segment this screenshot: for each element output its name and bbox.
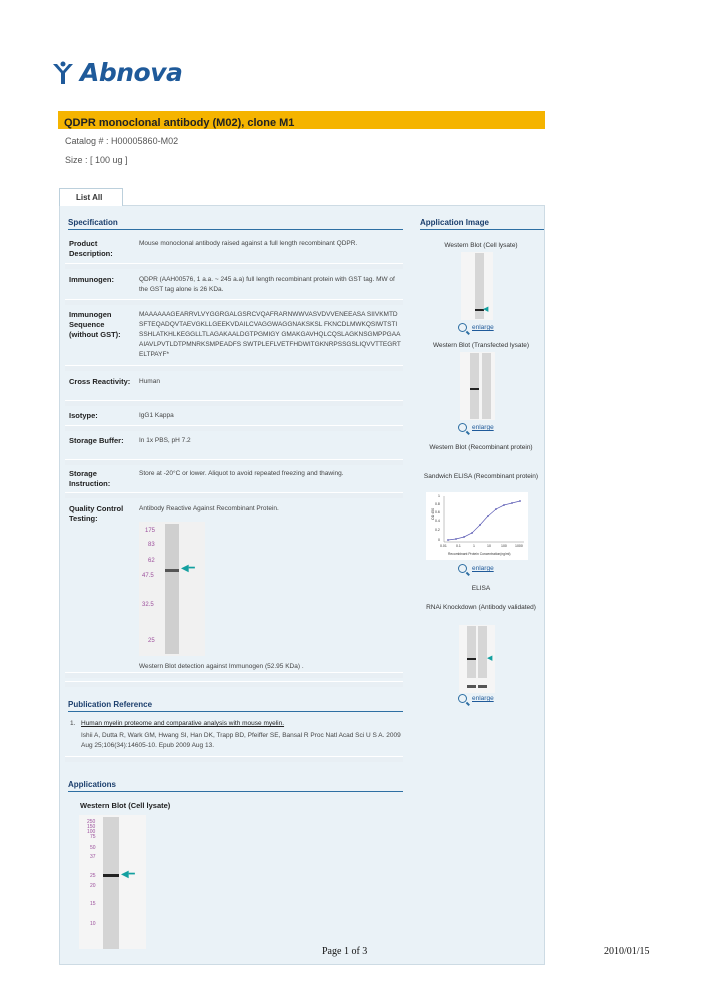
spec-value: In 1x PBS, pH 7.2 [139,437,191,444]
enlarge-link[interactable] [458,564,494,573]
blot-band [103,874,119,877]
print-date: 2010/01/15 [604,946,650,957]
page-title: QDPR monoclonal antibody (M02), clone M1 [64,117,295,129]
magnifier-icon [458,564,467,573]
divider [65,365,403,371]
marker-label: 75 [90,834,96,840]
band-arrow-icon: ◀ [487,655,493,662]
spec-label: Quality Control Testing: [69,504,124,523]
blot-lane [470,353,479,419]
band-arrow-icon: ◀ [483,306,489,313]
qc-blot-caption: Western Blot detection against Immunogen (52.95 KDa) . [139,663,304,670]
blot-lane [478,626,487,678]
marker-label: 83 [148,542,155,548]
elisa-xlabel: Recombinant Protein Concentration(ng/ml) [448,552,511,556]
blot-band [467,658,476,660]
app-image-caption: Western Blot (Transfected lysate) [432,342,530,349]
title-bar [58,111,545,129]
blot-lane [103,817,119,949]
spec-row-sequence [65,310,403,365]
elisa-curve [426,492,528,560]
publication-number: 1. [70,720,76,727]
magnifier-icon [458,423,467,432]
enlarge-label: enlarge [472,565,494,572]
app-image-caption: Western Blot (Recombinant protein) [429,444,533,451]
marker-label: 50 [90,845,96,851]
enlarge-link[interactable] [458,423,494,432]
spec-value: QDPR (AAH00576, 1 a.a. ~ 245 a.a) full length recombinant protein with GST tag. MW of the GST tag alone is 26 KDa. [139,276,395,293]
elisa-xtick: 0.1 [456,544,461,548]
page-number: Page 1 of 3 [322,946,368,957]
blot-band [165,569,179,572]
marker-label: 150 [87,824,96,830]
elisa-ytick: 0.2 [435,528,440,532]
blot-band [478,685,487,688]
qc-western-blot-image [139,522,205,656]
divider [65,756,403,762]
spec-label: Storage Buffer: [69,436,124,445]
marker-label: 32.5 [142,602,154,608]
elisa-ytick: 0.8 [435,502,440,506]
enlarge-label: enlarge [472,695,494,702]
magnifier-icon [458,323,467,332]
marker-label: 175 [145,528,156,534]
spec-row-immunogen [65,275,403,300]
applications-heading: Applications [68,780,403,792]
spec-value: Human [139,378,160,385]
elisa-xtick: 0.01 [440,544,447,548]
tab-list-all[interactable]: List All [59,188,123,206]
publication-heading: Publication Reference [68,700,403,712]
divider [65,400,403,406]
spec-label: Cross Reactivity: [69,377,131,386]
app-image-caption: Sandwich ELISA (Recombinant protein) [423,473,539,480]
size-info: Size : [ 100 ug ] [65,155,128,165]
specification-heading: Specification [68,218,403,230]
spec-label: Isotype: [69,411,98,420]
spec-value: IgG1 Kappa [139,412,174,419]
app-image-transfected-lysate[interactable] [460,352,495,420]
catalog-number: Catalog # : H00005860-M02 [65,136,179,146]
marker-label: 62 [148,558,155,564]
elisa-ytick: 1 [438,494,440,498]
app-image-caption: Western Blot (Cell lysate) [444,242,518,249]
spec-label: Immunogen: [69,275,114,284]
marker-label: 10 [90,921,96,927]
spec-value: Mouse monoclonal antibody raised against a full length recombinant QDPR. [139,240,358,247]
elisa-ytick: 0 [438,538,440,542]
spec-row-cross-reactivity [65,377,403,399]
enlarge-label: enlarge [472,324,494,331]
marker-label: 15 [90,901,96,907]
marker-label: 20 [90,883,96,889]
divider [65,425,403,431]
application-subheading: Western Blot (Cell lysate) [80,801,171,810]
spec-value: MAAAAAAGEARRVLVYGGRGALGSRCVQAFRARNWWVASVDVVENEEASA SIIVKMTDSFTEQADQVTAEVGKLLGEEKVDAILCVAGGWAGGNAKSKSL FKNCDLMWKQSIWTSTISSHLATKHLKEGGLLTLAGAKAALDGTPGMIGY GMAKGAVHQLCQSLAGKNSGMPPGAAAIAVLPVTLDTPMNRKSMPEADFS SWTPLEFLVETFHDWITGKNRPSSGSLIQVVTTEGRTELTPAYF* [139,311,401,358]
spec-label: Immunogen Sequence (without GST): [69,310,121,339]
divider [65,299,403,305]
elisa-chart-image[interactable] [426,492,528,560]
blot-band [470,388,479,390]
app-image-cell-lysate[interactable] [461,252,493,320]
spec-row-description [65,239,403,264]
divider [65,681,403,687]
elisa-ytick: 0.4 [435,519,440,523]
publication-title-link[interactable]: Human myelin proteome and comparative analysis with mouse myelin. [81,720,285,727]
elisa-xtick: 1 [473,544,475,548]
enlarge-link[interactable] [458,323,494,332]
marker-label: 250 [87,819,96,825]
elisa-ytick: 0.6 [435,510,440,514]
abnova-logo[interactable] [50,58,182,87]
spec-row-storage-instruction [65,469,403,491]
spec-row-isotype [65,411,403,425]
cell-lysate-blot-image [79,815,146,949]
marker-label: 25 [90,873,96,879]
blot-lane [165,524,179,654]
magnifier-icon [458,694,467,703]
divider [65,672,403,678]
application-image-heading: Application Image [420,218,544,230]
band-arrow-icon: ◀━ [181,563,195,574]
enlarge-link[interactable] [458,694,494,703]
divider [65,459,403,465]
spec-value: Store at -20°C or lower. Aliquot to avoid repeated freezing and thawing. [139,470,344,477]
app-image-rnai-knockdown[interactable] [459,625,495,693]
band-arrow-icon: ◀━ [121,869,135,880]
spec-row-storage-buffer [65,436,403,458]
enlarge-label: enlarge [472,424,494,431]
spec-label: Product Description: [69,239,113,258]
blot-lane [482,353,491,419]
app-image-caption: ELISA [471,585,491,592]
elisa-xtick: 100 [501,544,507,548]
app-image-caption: RNAi Knockdown (Antibody validated) [426,604,536,611]
divider [65,492,403,498]
marker-label: 25 [148,638,155,644]
marker-label: 47.5 [142,573,154,579]
blot-lane [467,626,476,678]
elisa-xtick: 10 [487,544,491,548]
abnova-logo-icon [50,60,76,86]
spec-value: Antibody Reactive Against Recombinant Protein. [139,505,279,512]
publication-citation: Ishii A, Dutta R, Wark GM, Hwang SI, Han DK, Trapp BD, Pfeiffer SE, Bansal R Proc Natl Acad Sci U S A. 2009 Aug 25;106(34):14605-10. Epub 2009 Aug 13. [81,732,401,749]
blot-band [467,685,476,688]
elisa-ylabel: OD 450 [431,507,436,521]
brand-name: Abnova [80,58,183,87]
divider [65,263,403,269]
marker-label: 37 [90,854,96,860]
spec-row-quality-control [65,504,403,526]
spec-label: Storage Instruction: [69,469,111,488]
marker-label: 100 [87,829,96,835]
elisa-xtick: 1000 [515,544,523,548]
